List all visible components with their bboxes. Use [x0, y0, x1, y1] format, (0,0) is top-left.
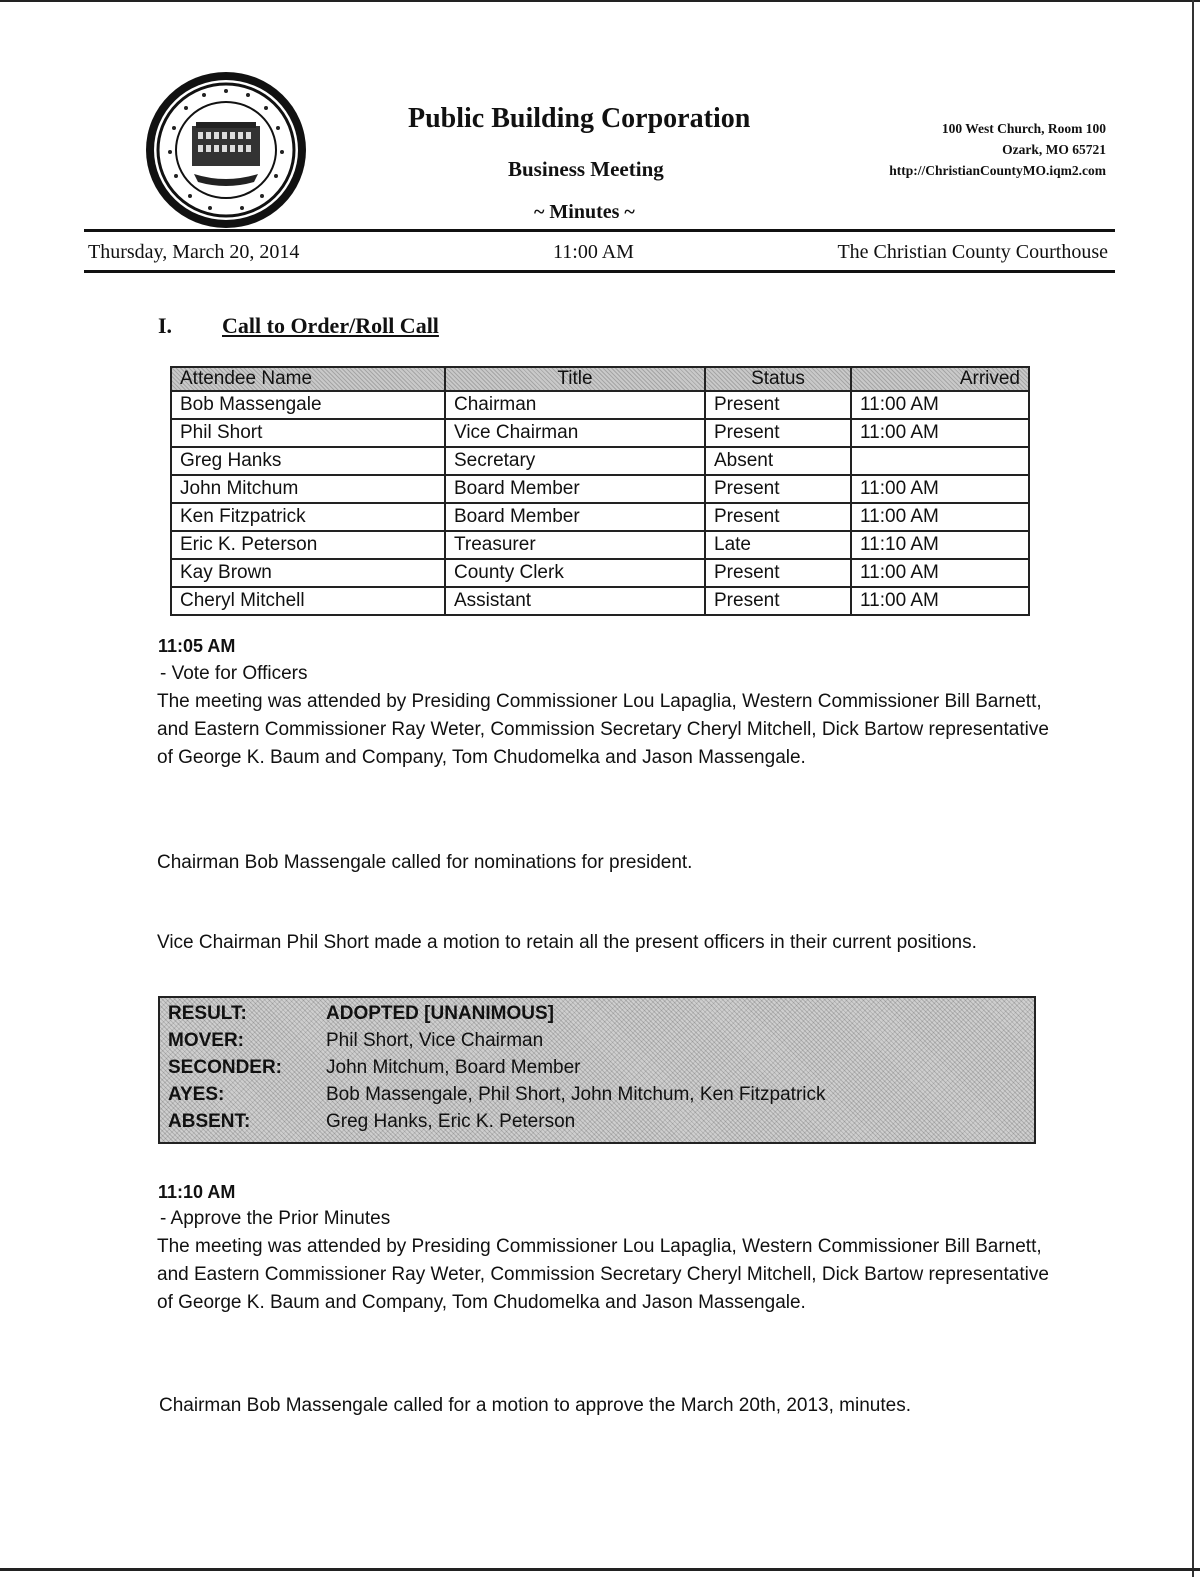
- attendee-status: Absent: [705, 447, 851, 475]
- attendee-name: Cheryl Mitchell: [171, 587, 445, 615]
- attendee-arrived: 11:00 AM: [851, 559, 1029, 587]
- attendee-arrived: 11:10 AM: [851, 531, 1029, 559]
- meeting-type: Business Meeting: [508, 157, 664, 181]
- attendee-name: Kay Brown: [171, 559, 445, 587]
- table-row: [171, 419, 1029, 447]
- attendee-title: County Clerk: [445, 559, 705, 587]
- item-2-call-paragraph: Chairman Bob Massengale called for a motion to approve the March 20th, 2013, minutes.: [159, 1395, 911, 1416]
- attendee-arrived: 11:00 AM: [851, 587, 1029, 615]
- ayes-row: [168, 1084, 1026, 1111]
- column-header-arrived: Arrived: [851, 367, 1029, 391]
- ayes-value: Bob Massengale, Phil Short, John Mitchum, Ken Fitzpatrick: [326, 1084, 826, 1105]
- attendee-status: Present: [705, 475, 851, 503]
- scan-edge-bottom: [0, 1568, 1200, 1571]
- table-row: [171, 587, 1029, 615]
- scan-edge-top: [0, 0, 1200, 2]
- item-1-call-paragraph: Chairman Bob Massengale called for nominations for president.: [157, 852, 693, 873]
- attendee-name: Bob Massengale: [171, 391, 445, 419]
- absent-label: ABSENT:: [168, 1111, 251, 1132]
- attendee-name: John Mitchum: [171, 475, 445, 503]
- organization-name: Public Building Corporation: [408, 103, 751, 134]
- column-header-title: Title: [445, 367, 705, 391]
- attendee-status: Present: [705, 503, 851, 531]
- attendee-status: Present: [705, 587, 851, 615]
- minutes-label: ~ Minutes ~: [534, 201, 635, 223]
- seconder-label: SECONDER:: [168, 1057, 283, 1078]
- attendee-title: Treasurer: [445, 531, 705, 559]
- address-block: [889, 118, 1106, 181]
- attendee-title: Vice Chairman: [445, 419, 705, 447]
- table-row: [171, 531, 1029, 559]
- column-header-attendee-name: Attendee Name: [171, 367, 445, 391]
- item-1-motion-paragraph: Vice Chairman Phil Short made a motion to retain all the present officers in their current positions.: [157, 932, 977, 953]
- meeting-time: 11:00 AM: [553, 241, 634, 263]
- meeting-location: The Christian County Courthouse: [837, 241, 1108, 263]
- item-1-time: 11:05 AM: [158, 636, 236, 656]
- header-rule-bottom: [84, 270, 1115, 273]
- address-line-1: 100 West Church, Room 100: [941, 121, 1106, 136]
- result-label: RESULT:: [168, 1003, 247, 1024]
- attendance-header-row: [171, 367, 1029, 391]
- item-2-attendance-paragraph: The meeting was attended by Presiding Commissioner Lou Lapaglia, Western Commissioner Bill Barnett, and Eastern Commissioner Ray Weter, Commission Secretary Cheryl Mitchell, Dick Bartow representative of George K. Baum and Company, Tom Chudomelka and Jason Massengale.: [157, 1236, 1049, 1313]
- attendee-arrived: [851, 447, 1029, 475]
- item-1-title: - Vote for Officers: [160, 663, 308, 684]
- scan-edge-right: [1192, 0, 1194, 1577]
- table-row: [171, 447, 1029, 475]
- absent-row: [168, 1111, 1026, 1138]
- seconder-row: [168, 1057, 1026, 1084]
- ayes-label: AYES:: [168, 1084, 225, 1105]
- county-seal-logo: [144, 70, 308, 230]
- attendee-arrived: 11:00 AM: [851, 475, 1029, 503]
- attendee-arrived: 11:00 AM: [851, 419, 1029, 447]
- attendee-name: Phil Short: [171, 419, 445, 447]
- attendee-title: Board Member: [445, 475, 705, 503]
- header-rule-top: [84, 229, 1115, 232]
- item-2-title: - Approve the Prior Minutes: [160, 1208, 391, 1229]
- attendee-title: Assistant: [445, 587, 705, 615]
- column-header-status: Status: [705, 367, 851, 391]
- result-value: ADOPTED [UNANIMOUS]: [326, 1003, 554, 1024]
- attendee-title: Chairman: [445, 391, 705, 419]
- attendance-table: [170, 366, 1030, 616]
- attendee-arrived: 11:00 AM: [851, 503, 1029, 531]
- mover-value: Phil Short, Vice Chairman: [326, 1030, 544, 1051]
- absent-value: Greg Hanks, Eric K. Peterson: [326, 1111, 576, 1132]
- mover-row: [168, 1030, 1026, 1057]
- table-row: [171, 391, 1029, 419]
- attendee-status: Late: [705, 531, 851, 559]
- item-2-time: 11:10 AM: [158, 1182, 236, 1202]
- item-1-attendance-paragraph: The meeting was attended by Presiding Commissioner Lou Lapaglia, Western Commissioner Bill Barnett, and Eastern Commissioner Ray Weter, Commission Secretary Cheryl Mitchell, Dick Bartow representative of George K. Baum and Company, Tom Chudomelka and Jason Massengale.: [157, 691, 1049, 768]
- section-title: Call to Order/Roll Call: [222, 313, 439, 338]
- attendee-title: Board Member: [445, 503, 705, 531]
- attendee-status: Present: [705, 419, 851, 447]
- attendee-title: Secretary: [445, 447, 705, 475]
- attendee-name: Greg Hanks: [171, 447, 445, 475]
- attendee-name: Eric K. Peterson: [171, 531, 445, 559]
- table-row: [171, 559, 1029, 587]
- section-number: I.: [158, 313, 173, 338]
- attendee-arrived: 11:00 AM: [851, 391, 1029, 419]
- attendee-name: Ken Fitzpatrick: [171, 503, 445, 531]
- website-link[interactable]: http://ChristianCountyMO.iqm2.com: [889, 163, 1106, 178]
- attendee-status: Present: [705, 559, 851, 587]
- table-row: [171, 503, 1029, 531]
- vote-result-box: [158, 996, 1036, 1144]
- result-row: [168, 1003, 1026, 1030]
- table-row: [171, 475, 1029, 503]
- address-line-2: Ozark, MO 65721: [1002, 142, 1106, 157]
- mover-label: MOVER:: [168, 1030, 244, 1051]
- meeting-date: Thursday, March 20, 2014: [88, 241, 300, 263]
- seconder-value: John Mitchum, Board Member: [326, 1057, 581, 1078]
- attendee-status: Present: [705, 391, 851, 419]
